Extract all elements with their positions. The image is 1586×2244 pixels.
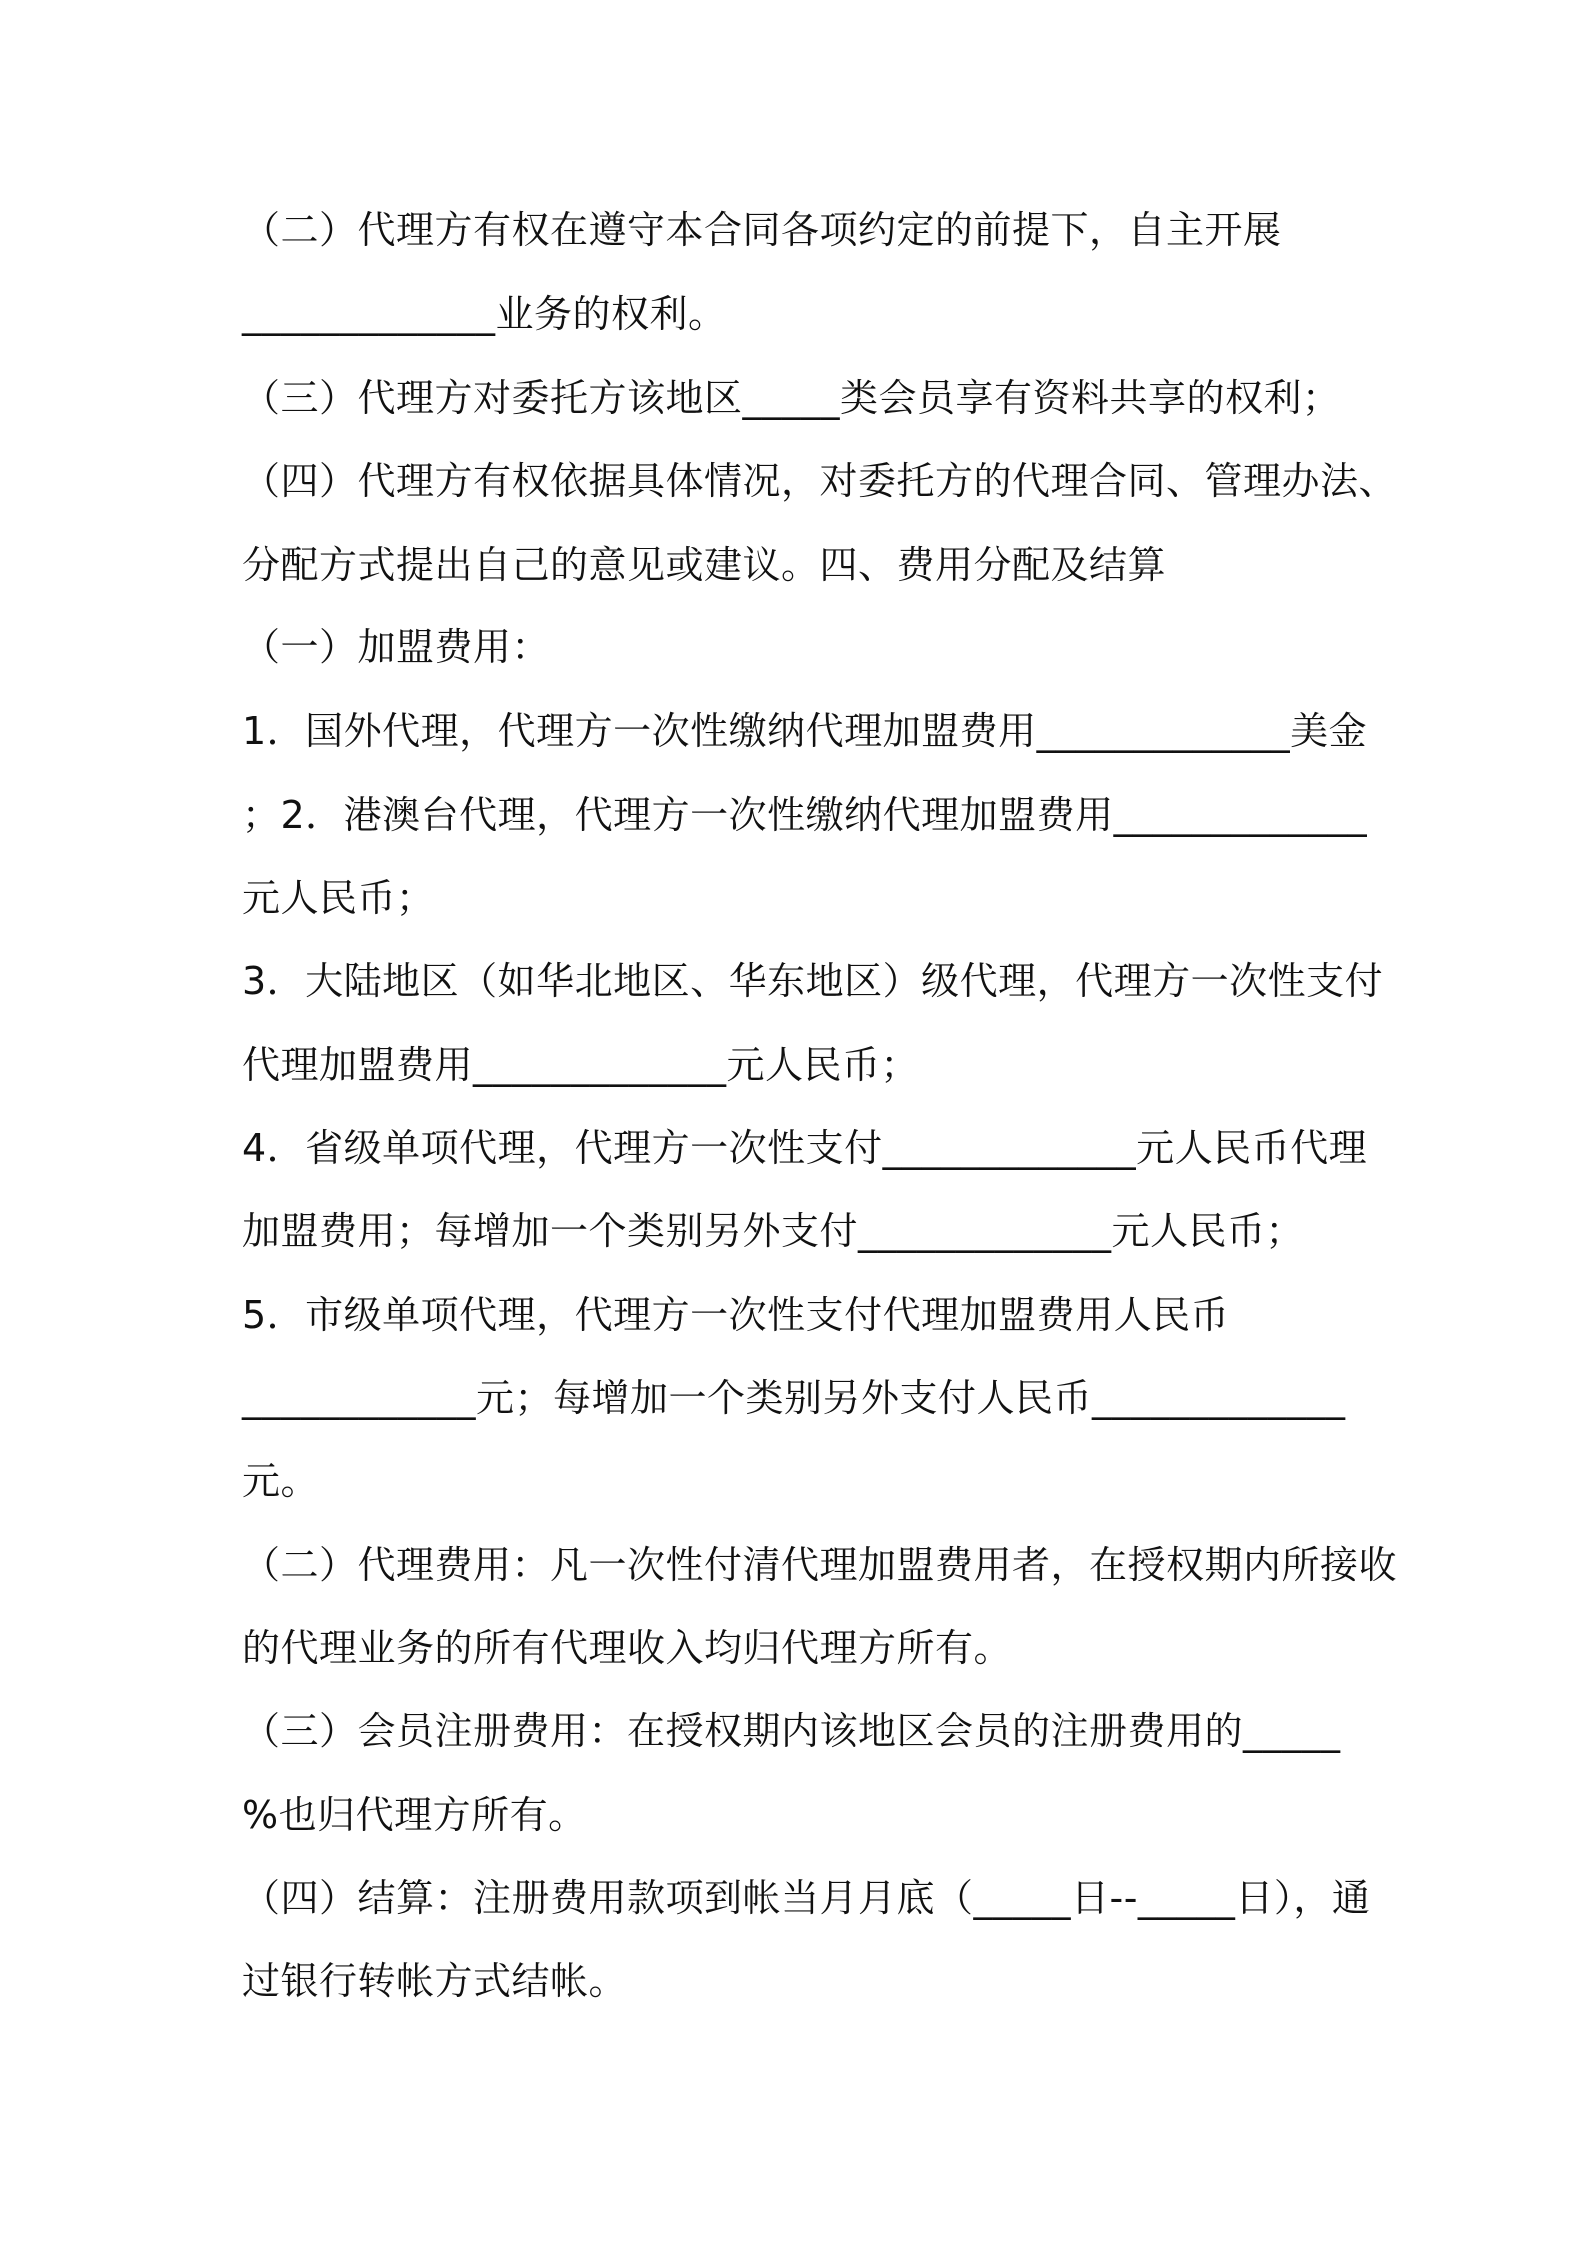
text-line-17: （二）代理费用：凡一次性付清代理加盟费用者，在授权期内所接收 [242,1543,1398,1587]
text-line-9: 元人民币； [242,876,435,920]
text-line-8: ；2．港澳台代理，代理方一次性缴纳代理加盟费用_____________ [242,793,1368,837]
text-line-2: _____________业务的权利。 [242,292,727,336]
text-line-15: ____________元；每增加一个类别另外支付人民币_____________ [242,1376,1346,1420]
text-line-10: 3．大陆地区（如华北地区、华东地区）级代理，代理方一次性支付 [242,959,1384,1003]
text-line-14: 5．市级单项代理，代理方一次性支付代理加盟费用人民币 [242,1293,1230,1337]
text-line-11: 代理加盟费用_____________元人民币； [242,1043,920,1087]
text-line-20: %也归代理方所有。 [242,1793,587,1837]
text-line-18: 的代理业务的所有代理收入均归代理方所有。 [242,1626,1013,1670]
text-line-12: 4．省级单项代理，代理方一次性支付_____________元人民币代理 [242,1126,1368,1170]
text-line-1: （二）代理方有权在遵守本合同各项约定的前提下，自主开展 [242,208,1282,252]
text-line-16: 元。 [242,1459,320,1503]
text-line-13: 加盟费用；每增加一个类别另外支付_____________元人民币； [242,1209,1305,1253]
text-line-3: （三）代理方对委托方该地区_____类会员享有资料共享的权利； [242,376,1341,420]
text-line-22: 过银行转帐方式结帐。 [242,1959,628,2003]
text-line-21: （四）结算：注册费用款项到帐当月月底（_____日--_____日），通 [242,1876,1371,1920]
text-line-5: 分配方式提出自己的意见或建议。四、费用分配及结算 [242,543,1167,587]
text-line-19: （三）会员注册费用：在授权期内该地区会员的注册费用的_____ [242,1709,1341,1753]
text-line-6: （一）加盟费用： [242,625,551,669]
text-line-7: 1．国外代理，代理方一次性缴纳代理加盟费用_____________美金 [242,709,1368,753]
text-line-4: （四）代理方有权依据具体情况，对委托方的代理合同、管理办法、 [242,459,1398,503]
